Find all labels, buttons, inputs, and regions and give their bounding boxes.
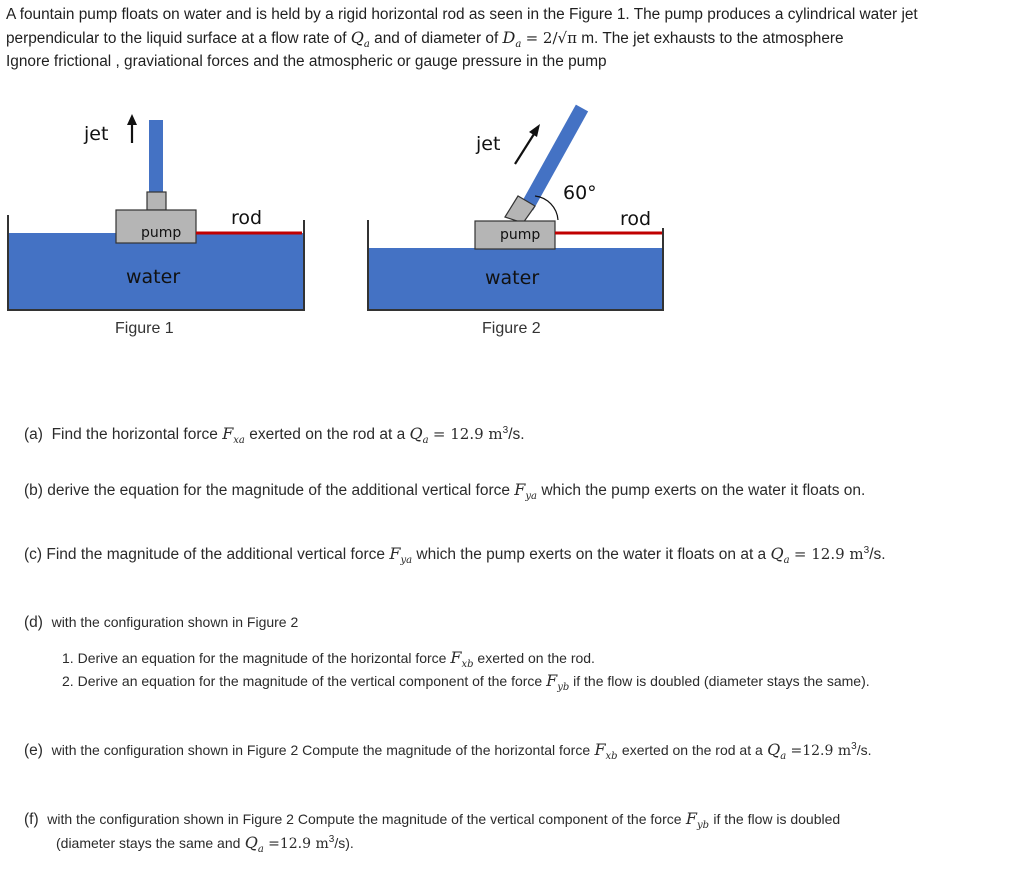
figure-1	[8, 114, 304, 310]
question-d: (d) with the configuration shown in Figure 2	[24, 614, 299, 631]
force-symbol: $F_{xb}$	[450, 648, 474, 671]
question-d-item-2: 2. Derive an equation for the magnitude of the vertical component of the force $F_{yb}$ if the flow is doubled (diameter stays the same).	[62, 671, 870, 694]
force-symbol: $F_{xa}$	[222, 424, 245, 447]
force-symbol: $F_{ya}$	[389, 544, 413, 567]
figures	[0, 0, 1013, 360]
intro-line-1: A fountain pump floats on water and is held by a rigid horizontal rod as seen in the Figure 1. The pump produces a cylindrical water jet	[6, 6, 918, 23]
question-d-item-1: 1. Derive an equation for the magnitude of the horizontal force $F_{xb}$ exerted on the rod.	[62, 648, 595, 671]
question-b: (b) derive the equation for the magnitude of the additional vertical force $F_{ya}$ which the pump exerts on the water it floats on.	[24, 480, 866, 503]
pump-label-1: pump	[141, 225, 182, 241]
question-c-label: (c)	[24, 546, 43, 563]
rod-label-1: rod	[231, 207, 263, 229]
question-e: (e) with the configuration shown in Figure 2 Compute the magnitude of the horizontal force $F_{xb}$ exerted on the rod at a $Q_a =12.9$ $m^3/s$.	[24, 740, 872, 763]
question-f-label: (f)	[24, 811, 39, 828]
pump-label-2: pump	[500, 227, 541, 243]
question-a-label: (a)	[24, 426, 43, 443]
arrow-head-icon-2	[529, 124, 540, 137]
question-b-label: (b)	[24, 482, 43, 499]
question-c: (c) Find the magnitude of the additional vertical force $F_{ya}$ which the pump exerts on the water it floats on at a $Q_a = 12.9$ $m^3/s$.	[24, 544, 886, 567]
intro-line-2: perpendicular to the liquid surface at a flow rate of $Q_a$ and of diameter of $D_a = 2/√\pi$ m. The jet exhausts to the atmosphere	[6, 28, 844, 51]
water-label-2: water	[485, 267, 540, 289]
figure-2-caption: Figure 2	[482, 320, 541, 337]
question-f: (f) with the configuration shown in Figure 2 Compute the magnitude of the vertical component of the force $F_{yb}$ if the flow is doubled	[24, 809, 841, 832]
water-label-1: water	[126, 266, 181, 288]
figure-1-caption: Figure 1	[115, 320, 174, 337]
question-f-line-2: (diameter stays the same and $Q_a =12.9$ $m^3/s$).	[56, 833, 354, 856]
question-a: (a) Find the horizontal force $F_{xa}$ exerted on the rod at a $Q_a = 12.9$ $m^3/s$.	[24, 424, 525, 447]
force-symbol: $F_{xb}$	[594, 740, 618, 763]
force-symbol: $F_{yb}$	[685, 809, 710, 832]
diameter-value: = 2/√π	[525, 29, 577, 47]
diameter-symbol: $D_a$	[502, 28, 522, 51]
pump-neck-1	[147, 192, 166, 210]
force-symbol: $F_{yb}$	[546, 671, 570, 694]
question-e-label: (e)	[24, 742, 43, 759]
angle-label: 60°	[563, 182, 597, 204]
figure-2	[368, 108, 663, 310]
rod-label-2: rod	[620, 208, 652, 230]
force-symbol: $F_{ya}$	[514, 480, 538, 503]
jet-arrow-2	[515, 134, 534, 164]
flow-rate-symbol: $Q_a$	[350, 28, 370, 51]
intro-line-3: Ignore frictional , graviational forces and the atmospheric or gauge pressure in the pump	[6, 53, 607, 70]
jet-label-2: jet	[476, 133, 501, 155]
jet-column-1	[149, 120, 163, 192]
jet-label-1: jet	[84, 123, 109, 145]
question-d-label: (d)	[24, 614, 43, 631]
arrow-head-icon-1	[127, 114, 137, 125]
